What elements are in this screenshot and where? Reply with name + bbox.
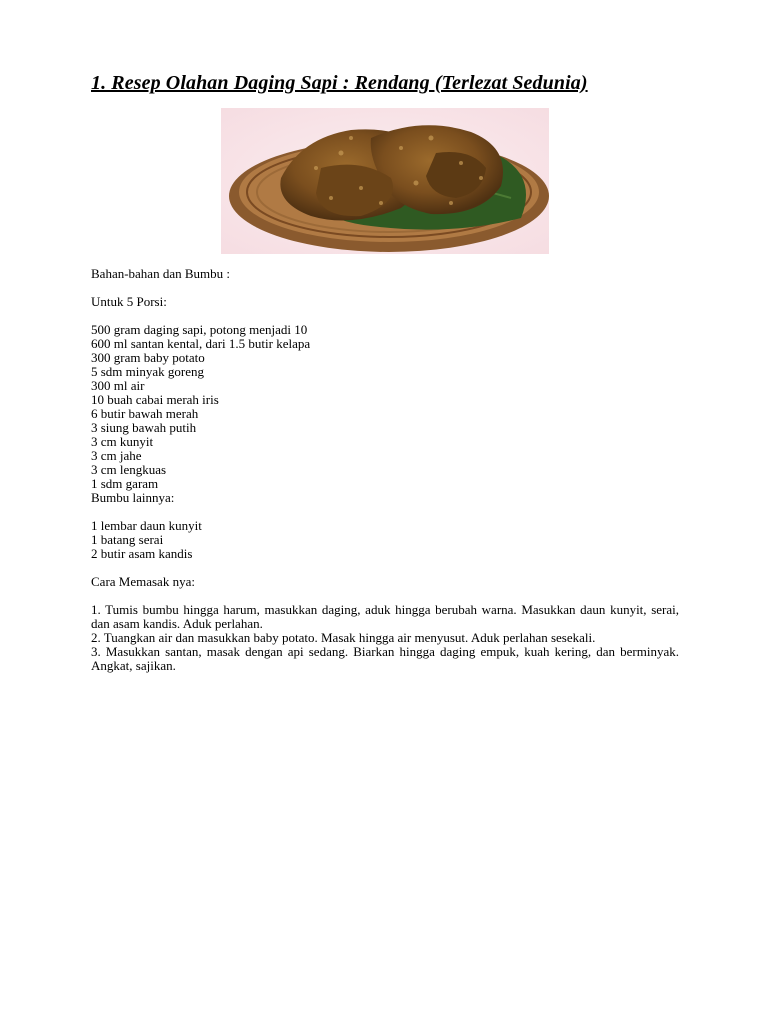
ingredient-item: 3 cm kunyit <box>91 434 154 449</box>
other-spices-list <box>91 519 202 561</box>
recipe-title: 1. Resep Olahan Daging Sapi : Rendang (Terlezat Sedunia) <box>91 72 588 94</box>
step-item: 2. Tuangkan air dan masukkan baby potato. Masak hingga air menyusut. Aduk perlahan sesekali. <box>91 630 596 645</box>
ingredient-list <box>91 323 310 505</box>
ingredient-item: 300 gram baby potato <box>91 350 205 365</box>
ingredient-item: 3 siung bawah putih <box>91 420 197 435</box>
spice-item: 1 lembar daun kunyit <box>91 518 202 533</box>
ingredient-item: 3 cm jahe <box>91 448 142 463</box>
other-spices-heading: Bumbu lainnya: <box>91 490 175 505</box>
ingredient-item: 600 ml santan kental, dari 1.5 butir kelapa <box>91 336 311 351</box>
cooking-steps <box>91 603 679 673</box>
ingredient-item: 300 ml air <box>91 378 145 393</box>
ingredient-item: 10 buah cabai merah iris <box>91 392 219 407</box>
spice-item: 1 batang serai <box>91 532 164 547</box>
ingredient-item: 6 butir bawah merah <box>91 406 199 421</box>
ingredient-item: 500 gram daging sapi, potong menjadi 10 <box>91 322 308 337</box>
step-item: 3. Masukkan santan, masak dengan api sedang. Biarkan hingga daging empuk, kuah kering, dan berminyak. Angkat, sajikan. <box>91 644 679 673</box>
ingredient-item: 5 sdm minyak goreng <box>91 364 205 379</box>
ingredient-item: 1 sdm garam <box>91 476 159 491</box>
portion-info: Untuk 5 Porsi: <box>91 294 167 309</box>
step-item: 1. Tumis bumbu hingga harum, masukkan daging, aduk hingga berubah warna. Masukkan daun kunyit, serai, dan asam kandis. Aduk perlahan. <box>91 602 679 631</box>
cooking-heading: Cara Memasak nya: <box>91 574 195 589</box>
ingredients-heading: Bahan-bahan dan Bumbu : <box>91 266 230 281</box>
rendang-photo <box>221 108 549 254</box>
spice-item: 2 butir asam kandis <box>91 546 193 561</box>
ingredient-item: 3 cm lengkuas <box>91 462 167 477</box>
